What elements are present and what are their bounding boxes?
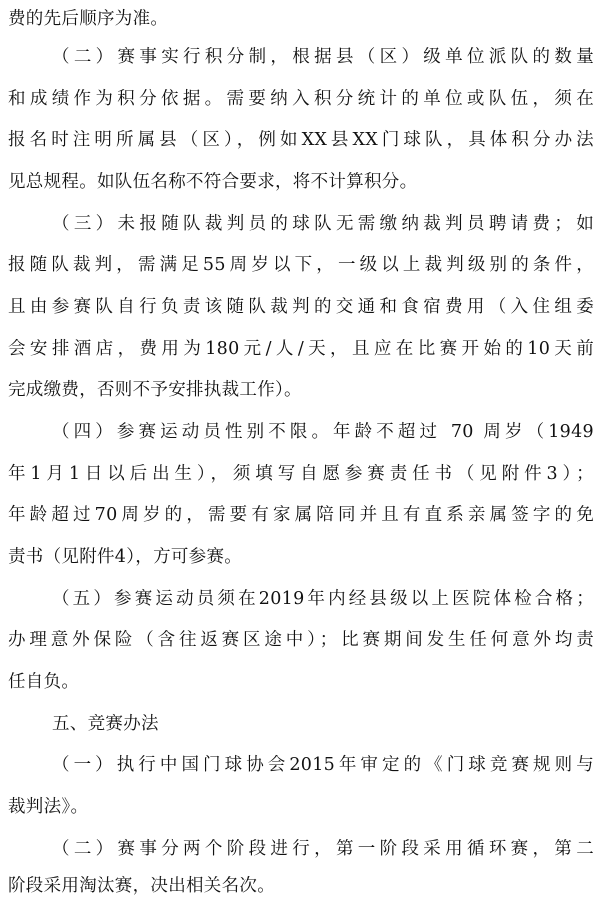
text-line-11: （四）参赛运动员性别不限。年龄不超过 70 周岁（1949 (52, 422, 594, 442)
text-line-17: 任自负。 (8, 672, 80, 692)
text-line-21: （二）赛事分两个阶段进行，第一阶段采用循环赛，第二 (52, 839, 594, 859)
text-line-9: 会安排酒店，费用为180元/人/天，且应在比赛开始的10天前 (8, 339, 594, 359)
text-line-2: （二）赛事实行积分制，根据县（区）级单位派队的数量 (52, 47, 594, 67)
text-line-15: （五）参赛运动员须在2019年内经县级以上医院体检合格； (52, 589, 594, 609)
text-line-8: 且由参赛队自行负责该随队裁判的交通和食宿费用（入住组委 (8, 297, 594, 317)
text-line-20: 裁判法》。 (8, 797, 89, 817)
text-line-7: 报随队裁判，需满足55周岁以下，一级以上裁判级别的条件， (8, 255, 594, 275)
text-line-5: 见总规程。如队伍名称不符合要求，将不计算积分。 (8, 172, 418, 192)
text-line-16: 办理意外保险（含往返赛区途中）；比赛期间发生任何意外均责 (8, 630, 594, 650)
text-line-19: （一）执行中国门球协会2015年审定的《门球竞赛规则与 (52, 755, 594, 775)
text-line-12: 年1月1日以后出生），须填写自愿参赛责任书（见附件3）； (8, 464, 594, 484)
text-line-1: 费的先后顺序为准。 (8, 9, 169, 29)
text-line-10: 完成缴费，否则不予安排执裁工作）。 (8, 380, 302, 400)
text-line-3: 和成绩作为积分依据。需要纳入积分统计的单位或队伍，须在 (8, 89, 594, 109)
text-line-6: （三）未报随队裁判员的球队无需缴纳裁判员聘请费；如 (52, 214, 594, 234)
text-line-14: 责书（见附件4），方可参赛。 (8, 547, 243, 567)
text-line-13: 年龄超过70周岁的，需要有家属陪同并且有直系亲属签字的免 (8, 505, 594, 525)
text-line-4: 报名时注明所属县（区），例如XX县XX门球队，具体积分办法 (8, 130, 594, 150)
text-line-22: 阶段采用淘汰赛，决出相关名次。 (8, 876, 275, 896)
section-heading: 五、竞赛办法 (52, 714, 159, 734)
